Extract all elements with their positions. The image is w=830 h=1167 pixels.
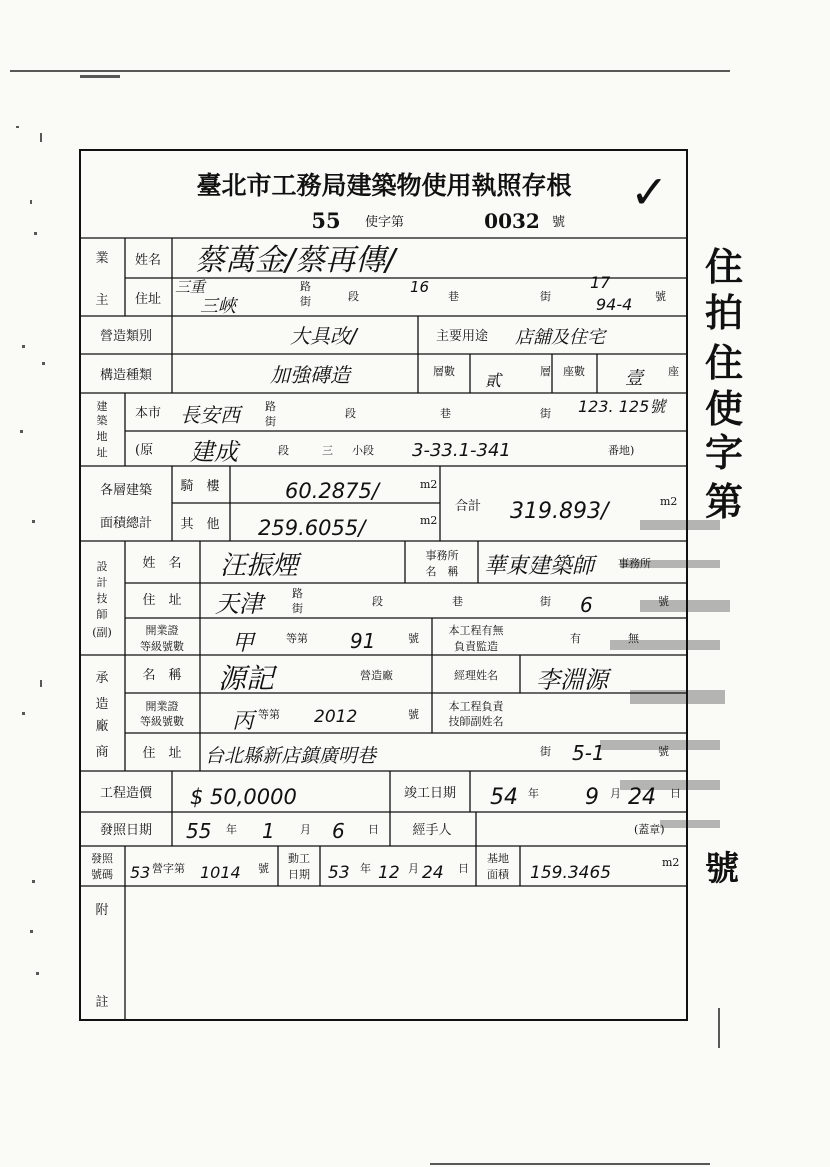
owner-section-label-2: 主 <box>95 293 109 308</box>
site-label-1: 建 <box>96 400 108 413</box>
issue-seal-label: (蓋章) <box>634 823 665 836</box>
project-done-month: 9 <box>585 785 599 810</box>
contractor-tech-label-2: 技師副姓名 <box>448 715 504 728</box>
designer-license-no: 91 <box>350 629 376 653</box>
designer-addr-jie: 街 <box>292 602 303 615</box>
construction-use-value: 店舖及住宅 <box>515 327 605 348</box>
owner-name-value: 蔡萬金/蔡再傳/ <box>195 243 396 278</box>
contractor-addr-hao-suffix: 號 <box>658 745 669 758</box>
construction-buildings-value: 壹 <box>625 368 643 389</box>
designer-name-label: 姓 名 <box>142 556 182 571</box>
form-title: 臺北市工務局建築物使用執照存根 <box>196 171 572 200</box>
site-label-4: 址 <box>96 446 108 459</box>
project-done-ri: 日 <box>670 787 681 800</box>
designer-license-label-2: 等級號數 <box>140 640 184 653</box>
construction-floors-label: 層數 <box>433 365 455 378</box>
construction-type-label: 營造類別 <box>99 329 153 344</box>
site-city-label: 本市 <box>135 406 162 421</box>
permit-label-1: 發照 <box>91 852 113 865</box>
svg-text:住: 住 <box>705 244 744 289</box>
contractor-mgr-label: 經理姓名 <box>454 669 498 682</box>
designer-label-2: 計 <box>96 576 108 589</box>
svg-text:使: 使 <box>705 386 744 431</box>
site-orig-label: (原 <box>135 443 154 458</box>
designer-firm-value: 華東建築師 <box>484 554 595 579</box>
svg-text:號: 號 <box>705 849 739 889</box>
construction-buildings-label: 座數 <box>563 365 585 378</box>
designer-label-3: 技 <box>96 592 108 605</box>
issue-day: 6 <box>332 819 345 843</box>
construction-buildings-unit: 座 <box>668 365 679 378</box>
contractor-label-1: 承 <box>95 671 109 686</box>
issue-nian: 年 <box>226 823 237 836</box>
permit-prefix: 53 <box>130 863 151 882</box>
permit-char: 營字第 <box>152 862 185 875</box>
permit-suffix: 號 <box>552 215 566 230</box>
issue-ri: 日 <box>368 823 379 836</box>
designer-addr-xiang: 巷 <box>452 595 463 608</box>
contractor-license-deng: 等第 <box>258 708 280 721</box>
issue-year: 55 <box>186 819 212 843</box>
owner-addr-duan: 段 <box>348 290 359 303</box>
site-label-2: 築 <box>96 414 108 427</box>
designer-license-grade: 甲 <box>232 631 255 656</box>
owner-addr-hao: 號 <box>655 290 666 303</box>
owner-addr-xiang: 巷 <box>448 290 459 303</box>
contractor-license-label-2: 等級號數 <box>140 715 184 728</box>
contractor-label-3: 廠 <box>95 719 109 734</box>
site-road-value: 長安西 <box>180 403 240 427</box>
site-orig-lot: 3-33.1-341 <box>412 440 511 461</box>
owner-addr-duan-hw: 16 <box>410 278 430 296</box>
site-orig-xiaoduan: 小段 <box>352 444 374 457</box>
designer-license-hao: 號 <box>408 632 419 645</box>
permit-base-value: 159.3465 <box>530 863 612 883</box>
designer-addr-duan: 段 <box>372 595 383 608</box>
owner-addr-label: 住址 <box>134 292 162 307</box>
permit-start-month: 12 <box>378 863 400 883</box>
contractor-license-grade: 丙 <box>232 709 255 734</box>
permit-base-label-1: 基地 <box>487 852 509 865</box>
designer-label-4: 師 <box>96 608 108 621</box>
svg-text:字: 字 <box>705 430 744 475</box>
designer-supervise-wu: 無 <box>628 632 639 645</box>
construction-use-label: 主要用途 <box>435 329 489 344</box>
area-sum-value: 319.893/ <box>510 499 609 524</box>
permit-number: 0032 <box>484 209 540 233</box>
owner-addr-hao-hw: 94-4 <box>596 295 633 314</box>
designer-supervise-you: 有 <box>570 632 581 645</box>
designer-license-label-1: 開業證 <box>145 624 179 637</box>
svg-text:住: 住 <box>705 340 744 385</box>
owner-section-label-1: 業 <box>95 251 109 266</box>
designer-label-1: 設 <box>96 560 108 573</box>
check-mark: ✓ <box>630 165 669 219</box>
construction-type-value: 大具改/ <box>290 324 357 348</box>
designer-firm-label-2: 名 稱 <box>425 565 459 578</box>
site-orig-value: 建成 <box>190 438 238 466</box>
permit-start-ri: 日 <box>458 862 469 875</box>
svg-text:第: 第 <box>705 479 744 524</box>
designer-addr-hao: 號 <box>658 595 669 608</box>
permit-label-2: 號碼 <box>91 868 113 881</box>
permit-start-label-1: 動工 <box>288 852 310 865</box>
designer-label-5: (副) <box>92 626 112 639</box>
owner-addr-lu: 路 <box>300 280 311 293</box>
permit-hao: 號 <box>258 862 269 875</box>
permit-num: 1014 <box>200 863 241 882</box>
owner-addr-jie: 街 <box>300 295 311 308</box>
site-road-jie2: 街 <box>540 407 551 420</box>
notes-label-top: 附 <box>95 903 109 918</box>
project-done-nian: 年 <box>528 787 539 800</box>
contractor-tech-label-1: 本工程負責 <box>448 700 504 713</box>
issue-month: 1 <box>262 819 275 843</box>
site-orig-san: 三 <box>322 444 333 457</box>
owner-addr-city-hw: 三重 <box>175 278 206 296</box>
site-orig-duan: 段 <box>278 444 289 457</box>
permit-start-day: 24 <box>422 863 444 883</box>
designer-addr-jie2: 街 <box>540 595 551 608</box>
contractor-license-hao: 號 <box>408 708 419 721</box>
designer-firm-suffix: 事務所 <box>618 557 651 570</box>
area-other-unit: m2 <box>420 514 438 527</box>
area-arcade-value: 60.2875/ <box>285 479 379 503</box>
area-other-value: 259.6055/ <box>258 516 366 540</box>
designer-name-value: 汪振煙 <box>220 551 299 581</box>
notes-label-bottom: 註 <box>95 995 109 1010</box>
construction-struct-value: 加強磚造 <box>270 363 350 387</box>
designer-firm-label-1: 事務所 <box>425 549 459 562</box>
owner-addr-jie-hw: 17 <box>590 273 611 292</box>
construction-struct-label: 構造種類 <box>99 368 153 383</box>
designer-addr-label: 住 址 <box>142 593 182 608</box>
project-done-day: 24 <box>628 785 656 810</box>
construction-floors-unit: 層 <box>540 365 551 378</box>
project-done-year: 54 <box>490 785 518 810</box>
designer-addr-value: 天津 <box>215 590 263 618</box>
contractor-name-label: 名 稱 <box>142 668 182 683</box>
site-road-xiang: 巷 <box>440 407 451 420</box>
contractor-mgr-value: 李淵源 <box>536 666 608 694</box>
area-floor-label: 各層建築 <box>99 483 153 498</box>
site-road-jie: 街 <box>265 415 276 428</box>
site-road-hao-value: 123. 125號 <box>578 397 666 416</box>
contractor-addr-hao: 5-1 <box>572 741 605 765</box>
owner-addr-jie2: 街 <box>540 290 551 303</box>
contractor-label-2: 造 <box>95 697 109 712</box>
designer-license-deng: 等第 <box>286 632 308 645</box>
permit-start-yue: 月 <box>408 862 419 875</box>
area-sum-label: 合計 <box>455 499 482 514</box>
contractor-addr-value: 台北縣新店鎮廣明巷 <box>205 745 377 767</box>
owner-name-label: 姓名 <box>134 253 162 268</box>
contractor-license-label-1: 開業證 <box>145 700 179 713</box>
site-road-lu: 路 <box>265 400 276 413</box>
permit-base-unit: m2 <box>662 856 680 869</box>
designer-supervise-label-2: 負責監造 <box>454 640 498 653</box>
designer-addr-hao-value: 6 <box>580 593 593 617</box>
permit-start-nian: 年 <box>360 862 371 875</box>
issue-yue: 月 <box>300 823 311 836</box>
permit-start-year: 53 <box>328 863 350 883</box>
issue-handler-label: 經手人 <box>412 823 452 838</box>
site-orig-suffix: 番地) <box>608 444 635 457</box>
owner-addr-area-hw: 三峽 <box>200 296 236 317</box>
designer-addr-lu: 路 <box>292 587 303 600</box>
project-cost-value: $ 50,0000 <box>190 785 297 809</box>
svg-text:拍: 拍 <box>705 290 744 335</box>
area-sum-unit: m2 <box>660 495 678 508</box>
area-arcade-label: 騎 樓 <box>180 479 220 494</box>
project-cost-label: 工程造價 <box>99 786 153 801</box>
area-arcade-unit: m2 <box>420 478 438 491</box>
designer-supervise-label-1: 本工程有無 <box>448 624 504 637</box>
issue-date-label: 發照日期 <box>99 823 153 838</box>
site-label-3: 地 <box>96 430 108 443</box>
permit-base-label-2: 面積 <box>487 868 509 881</box>
contractor-label-4: 商 <box>95 745 109 760</box>
construction-floors-value: 貳 <box>485 371 502 390</box>
permit-start-label-2: 日期 <box>288 868 310 881</box>
site-road-duan: 段 <box>345 407 356 420</box>
area-total-label: 面積總計 <box>99 516 153 531</box>
contractor-addr-jie: 街 <box>540 745 551 758</box>
permit-char: 使字第 <box>365 215 405 230</box>
area-other-label: 其 他 <box>180 517 220 532</box>
project-done-yue: 月 <box>610 787 621 800</box>
contractor-license-no: 2012 <box>314 707 358 727</box>
project-done-label: 竣工日期 <box>403 786 457 801</box>
permit-year: 55 <box>311 208 341 233</box>
contractor-name-suffix: 營造廠 <box>360 669 393 682</box>
contractor-addr-label: 住 址 <box>142 746 182 761</box>
contractor-name-value: 源記 <box>218 662 275 695</box>
